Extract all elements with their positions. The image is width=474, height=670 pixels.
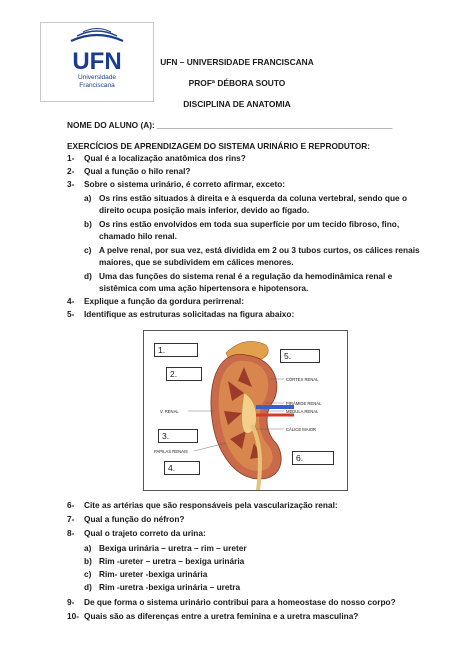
q3a-line1: Os rins estão situados à direita e à esquerda da coluna vertebral, sendo que o xyxy=(99,193,408,203)
figure-box-5: 5. xyxy=(280,349,320,363)
q3b-line2: chamado hilo renal. xyxy=(99,231,177,241)
q2-number: 2- xyxy=(67,166,75,176)
q8a-text: Bexiga urinária – uretra – rim – ureter xyxy=(99,543,247,553)
q1-number: 1- xyxy=(67,153,75,163)
q10-text: Quais são as diferenças entre a uretra feminina e a uretra masculina? xyxy=(84,611,359,621)
q3-text: Sobre o sistema urinário, é correto afirmar, exceto: xyxy=(84,179,286,189)
q7-text: Qual a função do néfron? xyxy=(84,514,185,524)
label-medula: MEDULA RENAL xyxy=(286,409,319,414)
q8c-letter: c) xyxy=(84,569,92,579)
student-name-line: NOME DO ALUNO (A): ___________________________________________________ xyxy=(67,120,393,130)
q9-number: 9- xyxy=(67,597,75,607)
label-cortex: CÓRTEX RENAL xyxy=(286,377,319,382)
label-calice: CÁLICE MAIOR xyxy=(286,427,317,432)
logo-line1: Universidade xyxy=(78,74,116,81)
figure-box-4: 4. xyxy=(164,461,200,475)
q3a-letter: a) xyxy=(84,193,92,203)
q3-number: 3- xyxy=(67,179,75,189)
q3d-line1: Uma das funções do sistema renal é a regulação da hemodinâmica renal e xyxy=(99,271,393,281)
logo-line2: Franciscana xyxy=(79,82,115,89)
q8b-text: Rim -ureter – uretra – bexiga urinária xyxy=(99,556,245,566)
q9-text: De que forma o sistema urinário contribui para a homeostase do nosso corpo? xyxy=(84,597,396,607)
label-papilas: PAPILAS RENAIS xyxy=(154,449,188,454)
q6-text: Cite as artérias que são responsáveis pela vascularização renal: xyxy=(84,500,338,510)
q8d-text: Rim -uretra -bexiga urinária – uretra xyxy=(99,582,241,592)
q2-text: Qual a função o hilo renal? xyxy=(84,166,191,176)
label-piramide: PIRÂMIDE RENAL xyxy=(286,401,322,406)
q8-number: 8- xyxy=(67,528,75,538)
q5-number: 5- xyxy=(67,309,75,319)
figure-box-1: 1. xyxy=(154,343,198,357)
q6-number: 6- xyxy=(67,500,75,510)
q3a-line2: direito ocupa posição mais inferior, devido ao fígado. xyxy=(99,205,310,215)
section-title: EXERCÍCIOS DE APRENDIZAGEM DO SISTEMA URINÁRIO E REPRODUTOR: xyxy=(67,141,371,151)
q3c-letter: c) xyxy=(84,245,92,255)
q5-text: Identifique as estruturas solicitadas na figura abaixo: xyxy=(84,309,295,319)
q8b-letter: b) xyxy=(84,556,92,566)
q8d-letter: d) xyxy=(84,582,92,592)
figure-box-6: 6. xyxy=(292,451,334,465)
figure-box-3: 3. xyxy=(158,429,198,443)
q3c-line1: A pelve renal, por sua vez, está dividida em 2 ou 3 tubos curtos, os cálices renais xyxy=(99,245,420,255)
q1-text: Qual é a localização anatômica dos rins? xyxy=(84,153,246,163)
q3d-line2: sistêmica com uma ação hipertensora e hipotensora. xyxy=(99,283,309,293)
q3c-line2: maiores, que se subdividem em cálices menores. xyxy=(99,257,294,267)
q7-number: 7- xyxy=(67,514,75,524)
q4-number: 4- xyxy=(67,296,75,306)
figure-box-2: 2. xyxy=(166,367,202,381)
kidney-figure xyxy=(143,330,348,491)
q8c-text: Rim- ureter -bexiga urinária xyxy=(99,569,208,579)
discipline-name: DISCIPLINA DE ANATOMIA xyxy=(183,99,291,109)
q3d-letter: d) xyxy=(84,271,92,281)
q10-number: 10- xyxy=(67,611,79,621)
q3b-line1: Os rins estão envolvidos em toda sua superfície por um tecido fibroso, fino, xyxy=(99,219,400,229)
q3b-letter: b) xyxy=(84,219,92,229)
q4-text: Explique a função da gordura perirrenal: xyxy=(84,296,244,306)
label-vrenal: V. RENAL xyxy=(160,409,179,414)
university-name: UFN – UNIVERSIDADE FRANCISCANA xyxy=(160,57,314,67)
logo-acronym: UFN xyxy=(72,48,122,75)
q8-text: Qual o trajeto correto da urina: xyxy=(84,528,206,538)
q8a-letter: a) xyxy=(84,543,92,553)
professor-name: PROFª DÉBORA SOUTO xyxy=(188,78,286,88)
